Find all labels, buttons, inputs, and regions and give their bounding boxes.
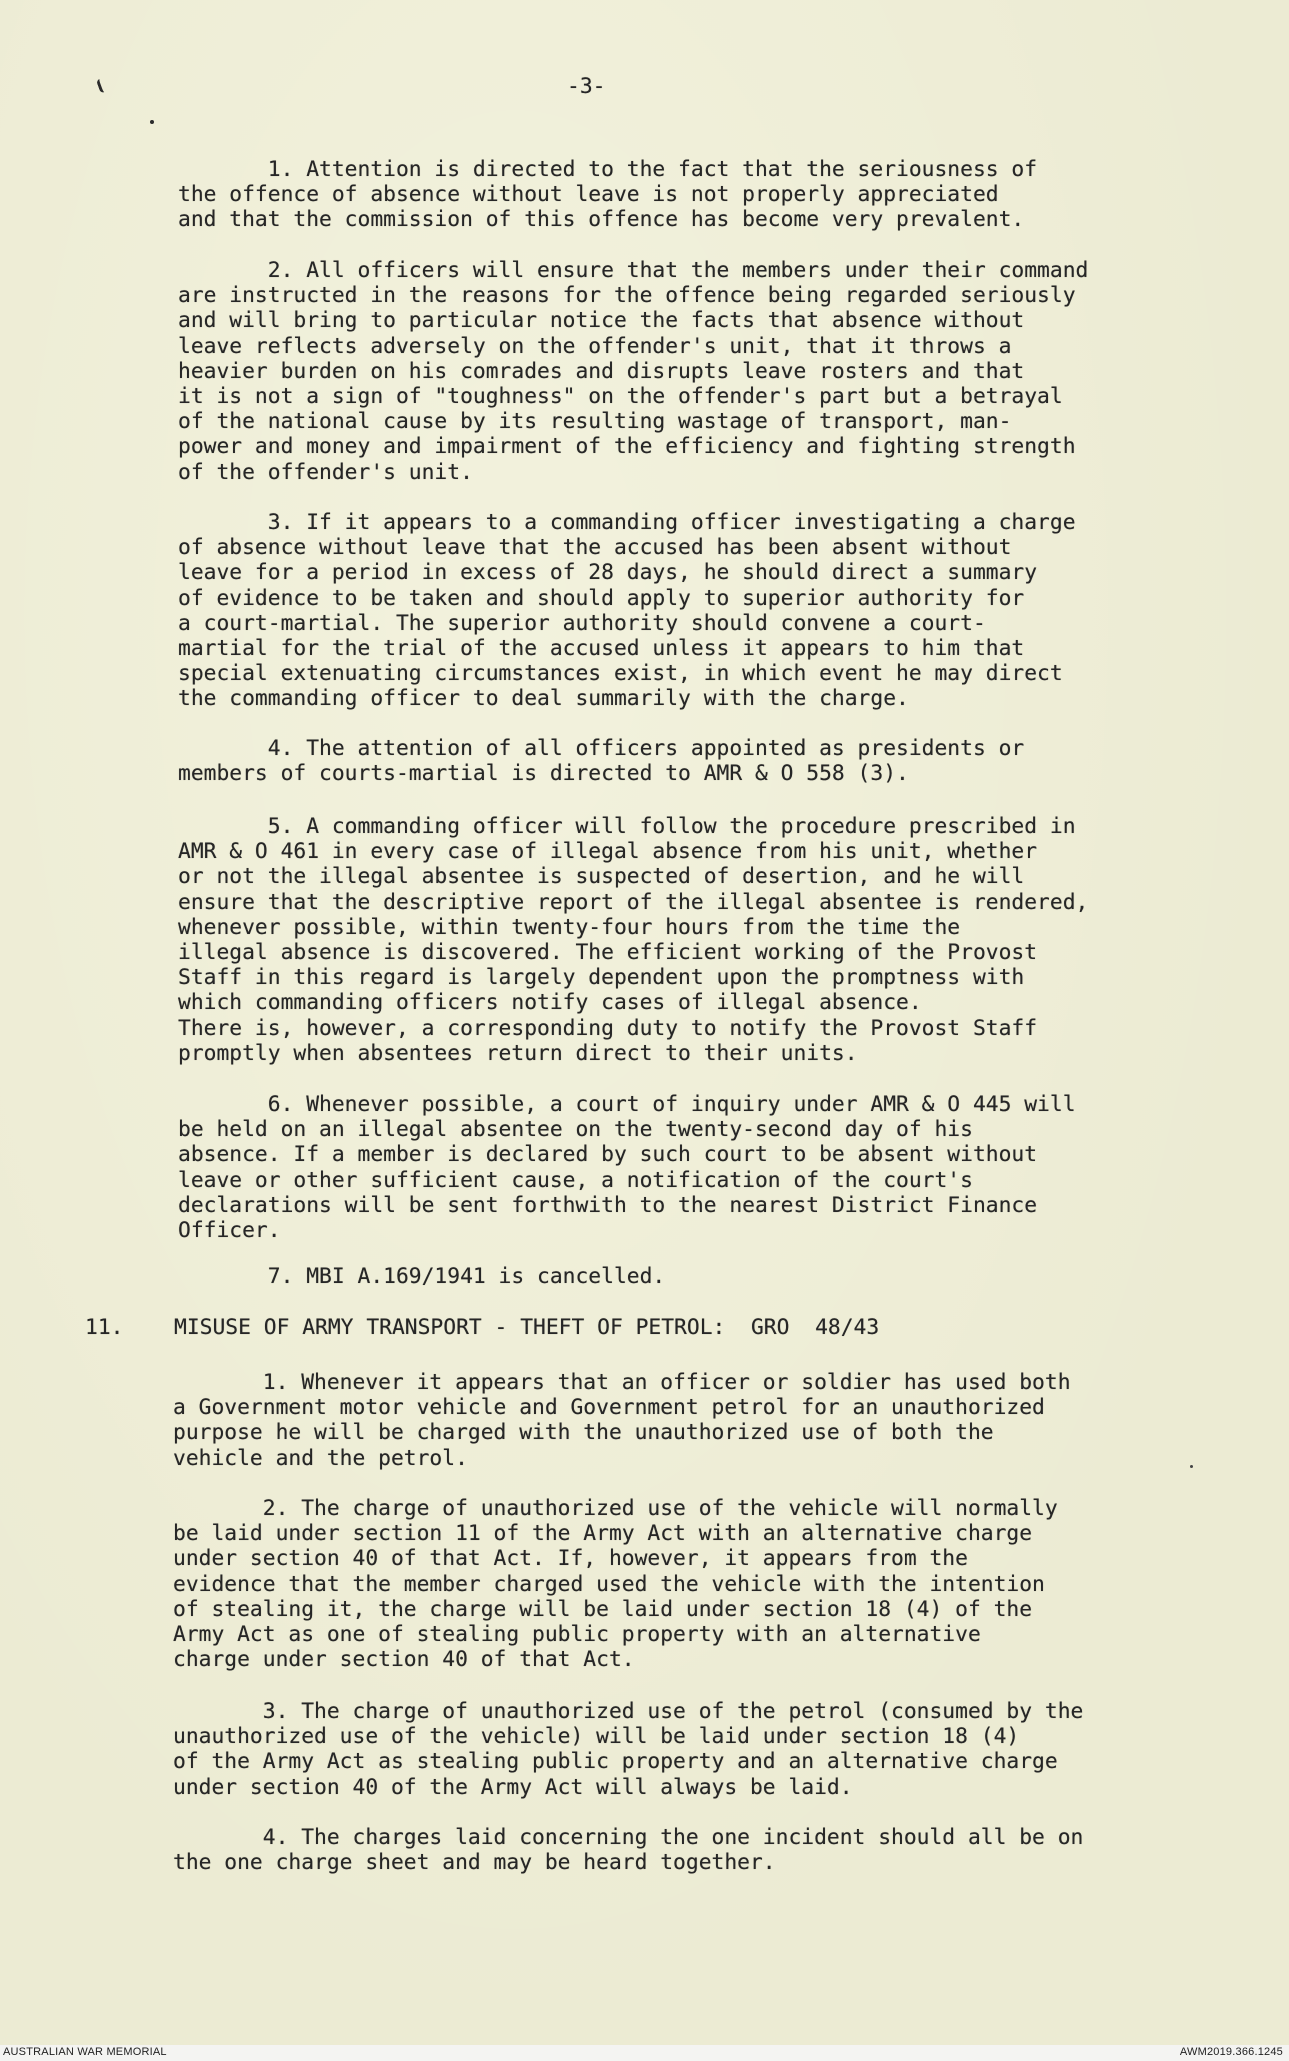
- ink-mark: [1190, 1465, 1193, 1468]
- paragraph-6: 6. Whenever possible, a court of inquiry under AMR & O 445 will be held on an illegal absentee on the twenty-second day of his absence. If a member is declared by such court to be absent without leave or other sufficient cause, a notification of the court's declarations will be sent forthwith to the nearest District Finance Officer.: [178, 1092, 1076, 1244]
- paragraph-5: 5. A commanding officer will follow the procedure prescribed in AMR & O 461 in every case of illegal absence from his unit, whether or not the illegal absentee is suspected of desertion, and he will ensure that the descriptive report of the illegal absentee is rendered, whenever possible, within twenty-four hours from the time the illegal absence is discovered. The efficient working of the Provost Staff in this regard is largely dependent upon the promptness with which commanding officers notify cases of illegal absence. There is, however, a corresponding duty to notify the Provost Staff promptly when absentees return direct to their units.: [178, 814, 1089, 1066]
- paragraph-3: 3. If it appears to a commanding officer investigating a charge of absence without leave that the accused has been absent without leave for a period in excess of 28 days, he should direct a summary of evidence to be taken and should apply to superior authority for a court-martial. The superior authority should convene a court- martial for the trial of the accused unless it appears to him that special extenuating circumstances exist, in which event he may direct the commanding officer to deal summarily with the charge.: [178, 510, 1076, 712]
- section-paragraph-4: 4. The charges laid concerning the one incident should all be on the one charge sheet and may be heard together.: [173, 1825, 1084, 1876]
- page-number: -3-: [567, 74, 606, 99]
- paragraph-4: 4. The attention of all officers appointed as presidents or members of courts-martial is directed to AMR & O 558 (3).: [178, 736, 1025, 787]
- section-paragraph-3: 3. The charge of unauthorized use of the petrol (consumed by the unauthorized use of the vehicle) will be laid under section 18 (4) of the Army Act as stealing public property and an alternative charge under section 40 of the Army Act will always be laid.: [173, 1699, 1084, 1800]
- paragraph-7: 7. MBI A.169/1941 is cancelled.: [178, 1264, 666, 1289]
- section-number: 11.: [85, 1315, 124, 1340]
- paragraph-1: 1. Attention is directed to the fact that the seriousness of the offence of absence without leave is not properly appreciated and that the commission of this offence has become very prevalent.: [178, 157, 1038, 233]
- section-paragraph-1: 1. Whenever it appears that an officer or soldier has used both a Government motor vehicle and Government petrol for an unauthorized purpose he will be charged with the unauthorized use of both the vehicle and the petrol.: [173, 1370, 1071, 1471]
- footer-accession-number: AWM2019.366.1245: [1179, 2046, 1283, 2058]
- section-paragraph-2: 2. The charge of unauthorized use of the vehicle will normally be laid under section 11 of the Army Act with an alternative charge under section 40 of that Act. If, however, it appears from the evidence that the member charged used the vehicle with the intention of stealing it, the charge will be laid under section 18 (4) of the Army Act as one of stealing public property with an alternative charge under section 40 of that Act.: [173, 1496, 1058, 1673]
- section-heading: MISUSE OF ARMY TRANSPORT - THEFT OF PETROL: GRO 48/43: [174, 1315, 880, 1340]
- footer-credit: AUSTRALIAN WAR MEMORIAL: [3, 2046, 167, 2058]
- footer-strip: [0, 2045, 1289, 2061]
- paragraph-2: 2. All officers will ensure that the members under their command are instructed in the reasons for the offence being regarded seriously and will bring to particular notice the facts that absence without leave reflects adversely on the offender's unit, that it throws a heavier burden on his comrades and disrupts leave rosters and that it is not a sign of "toughness" on the offender's part but a betrayal of the national cause by its resulting wastage of transport, man- power and money and impairment of the efficiency and fighting strength of the offender's unit.: [178, 258, 1089, 485]
- ink-mark: [150, 120, 154, 124]
- ink-mark: [96, 77, 111, 94]
